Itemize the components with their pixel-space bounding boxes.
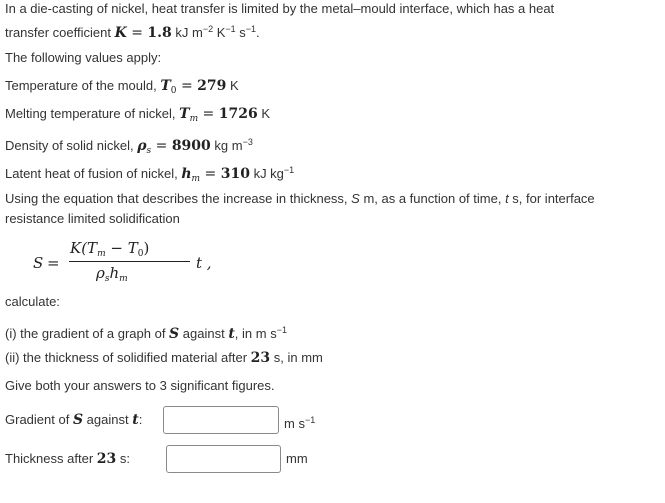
part-ii	[5, 350, 323, 366]
hm-symbol: h	[181, 166, 192, 182]
k-exp-2: −1	[225, 24, 236, 34]
value-mould-temperature	[5, 78, 239, 99]
gradient-label-prefix: Gradient of	[5, 412, 73, 427]
tm-value: 1726	[218, 106, 258, 122]
thickness-label-suffix: s:	[116, 451, 130, 466]
den-h: h	[109, 264, 120, 282]
value-density	[5, 134, 253, 159]
tm-unit: K	[257, 106, 271, 121]
part-i-suffix: , in m s	[234, 326, 277, 341]
values-heading: The following values apply:	[5, 50, 162, 65]
den-sub-m: m	[119, 274, 128, 284]
gradient-label-s: S	[72, 412, 84, 428]
hm-value: 310	[220, 166, 250, 182]
calculate-label: calculate:	[5, 294, 60, 309]
gradient-label-t: t	[132, 412, 139, 428]
k-exp-3: −1	[245, 24, 257, 34]
tm-symbol: T	[179, 106, 190, 122]
equation-lhs: S	[33, 254, 44, 272]
thickness-label-prefix: Thickness after	[5, 451, 97, 466]
hm-unit: kJ kg	[249, 166, 284, 181]
equation-rhs: t ,	[196, 254, 212, 272]
t0-value: 279	[197, 78, 227, 94]
part-i	[5, 322, 287, 342]
gradient-unit-text: m s	[284, 416, 305, 431]
gradient-unit-exp: −1	[304, 415, 316, 425]
intro-period: .	[256, 25, 260, 40]
using-line-1	[5, 191, 595, 207]
num-sub-m: m	[97, 249, 106, 259]
thickness-unit: mm	[286, 451, 308, 466]
t0-sub: 0	[170, 86, 177, 96]
rho-label: Density of solid nickel,	[5, 138, 138, 153]
t0-label: Temperature of the mould,	[5, 78, 161, 93]
part-ii-value: 23	[250, 350, 271, 366]
thickness-label-time: 23	[96, 451, 117, 467]
k-unit-kjm: kJ m	[171, 25, 203, 40]
equation-equals: =	[47, 254, 60, 272]
hm-label: Latent heat of fusion of nickel,	[5, 166, 182, 181]
rho-equals: =	[151, 138, 172, 154]
num-close: )	[143, 239, 150, 257]
t0-symbol: T	[160, 78, 171, 94]
part-ii-prefix: (ii) the thickness of solidified material after	[5, 350, 251, 365]
gradient-answer-label	[5, 412, 142, 428]
t0-equals: =	[176, 78, 198, 94]
rho-sub: s	[146, 146, 152, 156]
gradient-answer-input[interactable]	[163, 406, 279, 434]
den-sub-s: s	[104, 274, 110, 284]
part-i-s-symbol: S	[169, 326, 180, 342]
equation-numerator	[70, 239, 149, 259]
thickness-answer-input[interactable]	[166, 445, 281, 473]
part-i-exp: −1	[276, 325, 287, 335]
intro-line-2	[5, 21, 260, 41]
using-text-b: m, as a function of time,	[359, 191, 506, 206]
t0-unit: K	[226, 78, 239, 93]
sigfig-instruction: Give both your answers to 3 significant figures.	[5, 378, 275, 393]
k-equals: =	[126, 25, 148, 41]
part-i-mid: against	[179, 326, 229, 341]
tm-label: Melting temperature of nickel,	[5, 106, 180, 121]
rho-value: 8900	[171, 138, 211, 154]
k-value: 1.8	[147, 25, 172, 41]
tm-sub: m	[189, 114, 199, 124]
using-t-symbol: t	[505, 191, 509, 206]
solidification-equation	[33, 238, 233, 288]
k-symbol: K	[114, 25, 127, 41]
num-sub-0: 0	[137, 249, 144, 259]
part-i-prefix: (i) the gradient of a graph of	[5, 326, 170, 341]
equation-denominator	[96, 264, 128, 284]
rho-exp: −3	[242, 137, 253, 147]
gradient-unit	[284, 412, 315, 432]
rho-unit: kg m	[210, 138, 243, 153]
den-rho: ρ	[96, 264, 105, 282]
part-ii-suffix: s, in mm	[270, 350, 323, 365]
using-s-symbol: S	[351, 191, 360, 206]
thickness-answer-label	[5, 451, 130, 467]
hm-equals: =	[200, 166, 221, 182]
hm-exp: −1	[283, 165, 295, 175]
value-latent-heat	[5, 162, 294, 187]
num-k: K(T	[70, 239, 98, 257]
value-melting-temperature	[5, 106, 270, 127]
tm-equals: =	[198, 106, 219, 122]
intro-line-1	[5, 1, 554, 17]
rho-symbol: ρ	[137, 138, 147, 154]
using-text-c: s, for interface	[508, 191, 595, 206]
part-i-t-symbol: t	[228, 326, 235, 342]
fraction-bar	[69, 261, 190, 262]
intro-text-1: In a die-casting of nickel, heat transfer is limited by the metal–mould interface, which has a heat	[5, 1, 555, 16]
using-line-2: resistance limited solidification	[5, 211, 180, 226]
gradient-label-mid: against	[83, 412, 133, 427]
k-unit-k: K	[213, 25, 226, 40]
k-exp-1: −2	[202, 24, 214, 34]
num-minus: − T	[105, 239, 138, 257]
intro-text-2: transfer coefficient	[5, 25, 115, 40]
k-unit-s: s	[235, 25, 246, 40]
gradient-label-colon: :	[138, 412, 143, 427]
hm-sub: m	[191, 174, 201, 184]
using-text-a: Using the equation that describes the increase in thickness,	[5, 191, 352, 206]
